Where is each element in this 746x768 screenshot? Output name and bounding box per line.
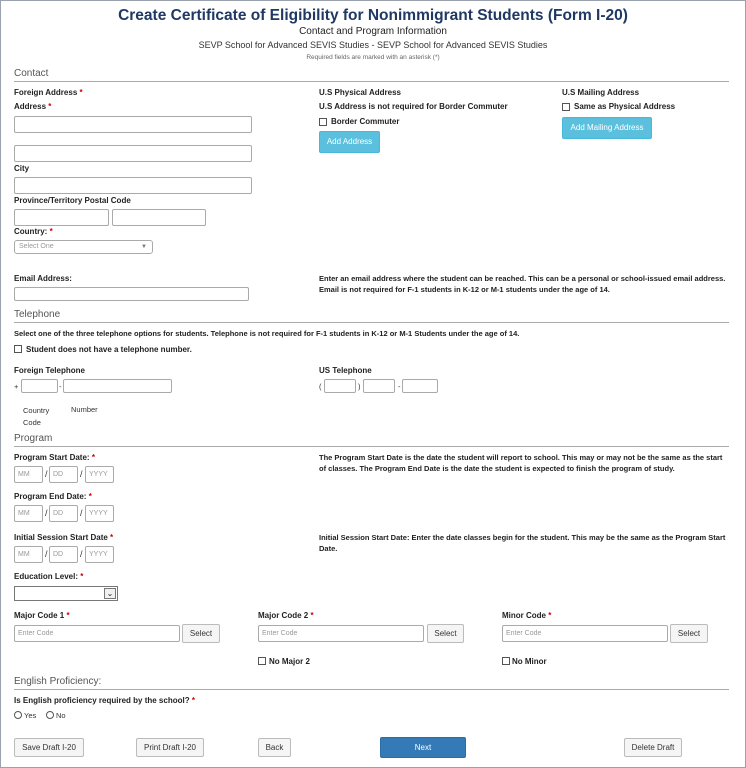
same-as-physical-label: Same as Physical Address — [574, 102, 676, 111]
email-label: Email Address: — [14, 274, 72, 283]
address-label: Address * — [14, 102, 52, 111]
major-code-2-input[interactable]: Enter Code — [258, 625, 424, 642]
start-month-input[interactable]: MM — [14, 466, 43, 483]
border-commuter-checkbox[interactable] — [319, 118, 327, 126]
page-subtitle: Contact and Program Information — [299, 26, 447, 37]
no-telephone-checkbox[interactable] — [14, 345, 22, 353]
program-end-date-label: Program End Date: * — [14, 492, 92, 501]
major-code-1-label: Major Code 1 * — [14, 611, 70, 620]
number-label: Number — [71, 405, 98, 414]
no-telephone-label: Student does not have a telephone number. — [26, 345, 192, 354]
province-input[interactable] — [14, 209, 109, 226]
chevron-down-icon: ▼ — [141, 244, 147, 250]
delete-draft-button[interactable]: Delete Draft — [624, 738, 682, 757]
save-draft-button[interactable]: Save Draft I-20 — [14, 738, 84, 757]
program-start-date-label: Program Start Date: * — [14, 453, 95, 462]
program-divider — [14, 446, 729, 447]
session-start-date-label: Initial Session Start Date * — [14, 533, 114, 542]
area-code-open-paren: ( — [319, 382, 322, 391]
date-slash: / — [45, 469, 48, 479]
date-slash: / — [80, 549, 83, 559]
no-major-2-checkbox[interactable] — [258, 657, 266, 665]
chevron-down-icon: ⌄ — [104, 588, 116, 599]
telephone-instructions: Select one of the three telephone options for students. Telephone is not required for F-1 students in K-12 or M-1 Students under the age of 14. — [14, 329, 520, 338]
foreign-country-code-input[interactable] — [21, 379, 58, 393]
print-draft-button[interactable]: Print Draft I-20 — [136, 738, 204, 757]
start-day-input[interactable]: DD — [49, 466, 78, 483]
address-line2-input[interactable] — [14, 145, 252, 162]
program-dates-help: The Program Start Date is the date the student will report to school. This may or may not be the same as the start of classes. The Program End Date is the date the student is expected to finish the program of study. — [319, 453, 723, 473]
education-level-label: Education Level: * — [14, 572, 84, 581]
address-line1-input[interactable] — [14, 116, 252, 133]
start-year-input[interactable]: YYYY — [85, 466, 114, 483]
telephone-section-title: Telephone — [14, 309, 61, 320]
minor-code-input[interactable]: Enter Code — [502, 625, 668, 642]
province-postal-label: Province/Territory Postal Code — [14, 196, 131, 205]
date-slash: / — [80, 508, 83, 518]
email-input[interactable] — [14, 287, 249, 301]
school-name: SEVP School for Advanced SEVIS Studies - SEVP School for Advanced SEVIS Studies — [198, 40, 548, 50]
english-no-radio[interactable] — [46, 711, 54, 719]
us-physical-address-label: U.S Physical Address — [319, 88, 401, 97]
session-day-input[interactable]: DD — [49, 546, 78, 563]
session-date-help: Initial Session Start Date: Enter the date classes begin for the student. This may be the same as the Program Start Date. — [319, 533, 726, 553]
area-code-close-paren: ) — [358, 382, 361, 391]
country-label: Country: * — [14, 227, 53, 236]
us-phone-dash: - — [398, 382, 401, 391]
no-minor-checkbox[interactable] — [502, 657, 510, 665]
border-commuter-label: Border Commuter — [331, 117, 400, 126]
no-minor-label: No Minor — [512, 657, 547, 666]
us-prefix-input[interactable] — [363, 379, 395, 393]
english-yes-label: Yes — [24, 711, 37, 720]
city-label: City — [14, 164, 30, 173]
city-input[interactable] — [14, 177, 252, 194]
foreign-number-input[interactable] — [63, 379, 172, 393]
required-note: Required fields are marked with an asterisk (*) — [306, 54, 440, 61]
major-code-1-select-button[interactable]: Select — [182, 624, 220, 643]
session-year-input[interactable]: YYYY — [85, 546, 114, 563]
major-code-2-select-button[interactable]: Select — [427, 624, 464, 643]
english-question: Is English proficiency required by the school? * — [14, 696, 195, 705]
phone-dash: - — [59, 382, 62, 391]
english-yes-radio[interactable] — [14, 711, 22, 719]
email-help-text: Enter an email address where the student can be reached. This can be a personal or school-issued email address. Email is not required for F-1 students in K-12 or M-1 students under the age of 14. — [319, 274, 726, 294]
no-major-2-label: No Major 2 — [269, 657, 310, 666]
page-title: Create Certificate of Eligibility for Nonimmigrant Students (Form I-20) — [118, 7, 628, 24]
us-address-note: U.S Address is not required for Border Commuter — [319, 102, 508, 111]
minor-code-select-button[interactable]: Select — [670, 624, 708, 643]
us-area-code-input[interactable] — [324, 379, 356, 393]
date-slash: / — [80, 469, 83, 479]
us-telephone-label: US Telephone — [319, 366, 372, 375]
plus-sign: + — [14, 382, 19, 391]
us-mailing-address-label: U.S Mailing Address — [562, 88, 640, 97]
back-button[interactable]: Back — [258, 738, 291, 757]
contact-section-title: Contact — [14, 68, 49, 79]
us-line-number-input[interactable] — [402, 379, 438, 393]
foreign-address-label: Foreign Address * — [14, 88, 83, 97]
end-day-input[interactable]: DD — [49, 505, 78, 522]
program-section-title: Program — [14, 433, 53, 444]
add-mailing-address-button[interactable]: Add Mailing Address — [562, 117, 652, 139]
education-level-select[interactable] — [14, 586, 118, 601]
english-divider — [14, 689, 729, 690]
postal-code-input[interactable] — [112, 209, 206, 226]
next-button[interactable]: Next — [380, 737, 466, 758]
major-code-1-input[interactable]: Enter Code — [14, 625, 180, 642]
minor-code-label: Minor Code * — [502, 611, 552, 620]
add-address-button[interactable]: Add Address — [319, 131, 380, 153]
telephone-divider — [14, 322, 729, 323]
end-month-input[interactable]: MM — [14, 505, 43, 522]
english-no-label: No — [56, 711, 66, 720]
end-year-input[interactable]: YYYY — [85, 505, 114, 522]
english-section-title: English Proficiency: — [14, 676, 102, 687]
same-as-physical-checkbox[interactable] — [562, 103, 570, 111]
date-slash: / — [45, 508, 48, 518]
session-month-input[interactable]: MM — [14, 546, 43, 563]
major-code-2-label: Major Code 2 * — [258, 611, 314, 620]
contact-divider — [14, 81, 729, 82]
foreign-telephone-label: Foreign Telephone — [14, 366, 85, 375]
country-select[interactable]: Select One ▼ — [14, 240, 153, 254]
date-slash: / — [45, 549, 48, 559]
country-code-label: Country Code — [23, 406, 50, 427]
